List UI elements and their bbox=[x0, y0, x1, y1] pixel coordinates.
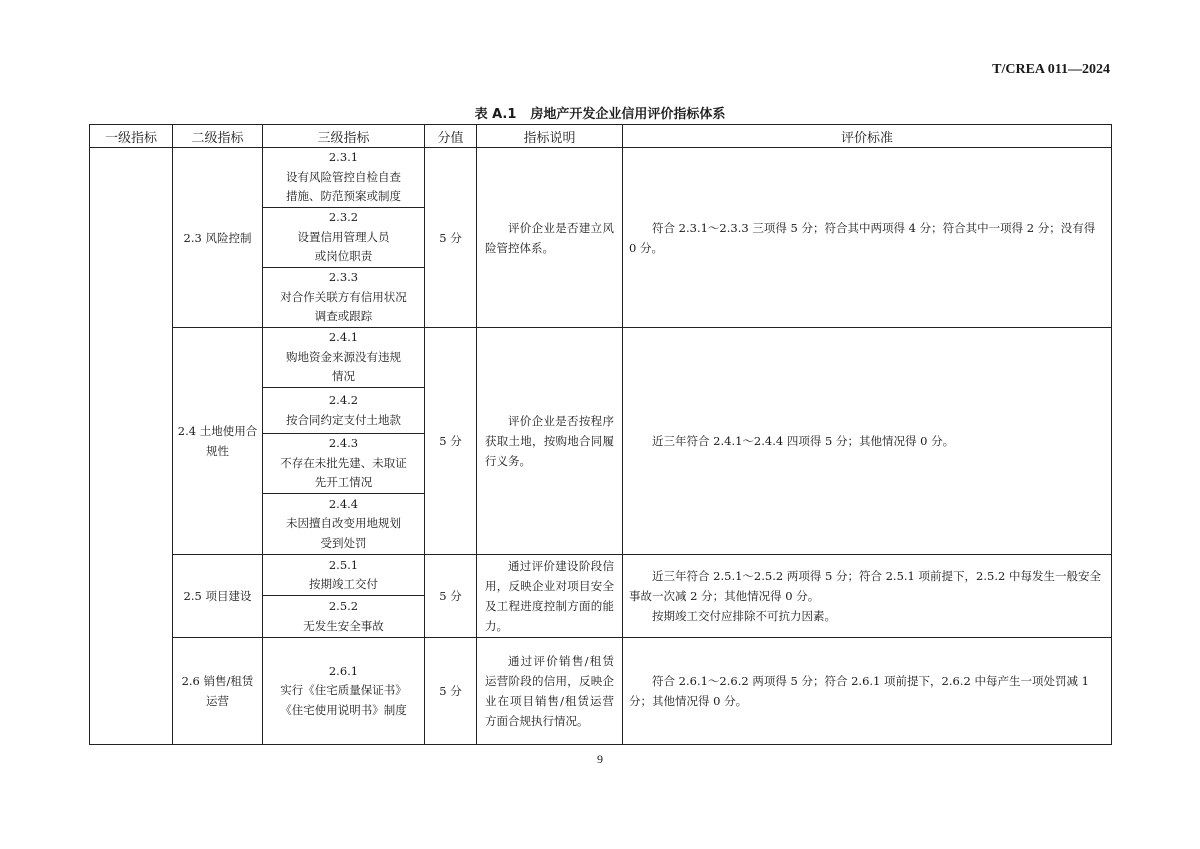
table-row bbox=[90, 555, 1112, 596]
level3-item: 2.4.2 按合同约定支付土地款 bbox=[263, 388, 425, 434]
table-title: 房地产开发企业信用评价指标体系 bbox=[530, 107, 726, 122]
explanation-cell: 通过评价建设阶段信用，反映企业对项目安全及工程进度控制方面的能力。 bbox=[477, 555, 623, 638]
level3-item: 2.5.2 无发生安全事故 bbox=[263, 596, 425, 638]
column-header-level3: 三级指标 bbox=[263, 125, 425, 148]
standard-code: T/CREA 011—2024 bbox=[992, 62, 1110, 77]
column-header-level2: 二级指标 bbox=[173, 125, 263, 148]
level3-item: 2.3.3 对合作关联方有信用状况 调查或跟踪 bbox=[263, 268, 425, 328]
score-cell: 5 分 bbox=[425, 638, 477, 745]
column-header-level1: 一级指标 bbox=[90, 125, 173, 148]
table-caption bbox=[0, 103, 1200, 122]
table-header-row bbox=[90, 125, 1112, 148]
column-header-score: 分值 bbox=[425, 125, 477, 148]
score-cell: 5 分 bbox=[425, 555, 477, 638]
page-number: 9 bbox=[597, 752, 603, 766]
score-cell: 5 分 bbox=[425, 148, 477, 328]
score-cell: 5 分 bbox=[425, 328, 477, 555]
explanation-cell: 评价企业是否建立风险管控体系。 bbox=[477, 148, 623, 328]
level1-cell bbox=[90, 148, 173, 745]
table-row bbox=[90, 148, 1112, 208]
level3-item: 2.4.3 不存在未批先建、未取证 先开工情况 bbox=[263, 434, 425, 494]
criteria-cell: 符合 2.6.1～2.6.2 两项得 5 分；符合 2.6.1 项前提下，2.6.2 中每产生一项处罚减 1 分；其他情况得 0 分。 bbox=[623, 638, 1112, 745]
column-header-explanation: 指标说明 bbox=[477, 125, 623, 148]
level2-cell: 2.3 风险控制 bbox=[173, 148, 263, 328]
criteria-note: 按期竣工交付应排除不可抗力因素。 bbox=[652, 609, 836, 623]
level3-item: 2.6.1 实行《住宅质量保证书》 《住宅使用说明书》制度 bbox=[263, 638, 425, 745]
criteria-cell: 近三年符合 2.4.1～2.4.4 四项得 5 分；其他情况得 0 分。 bbox=[623, 328, 1112, 555]
level3-item: 2.3.1 设有风险管控自检自查 措施、防范预案或制度 bbox=[263, 148, 425, 208]
explanation-cell: 评价企业是否按程序获取土地，按购地合同履行义务。 bbox=[477, 328, 623, 555]
credit-index-table bbox=[89, 124, 1112, 745]
column-header-criteria: 评价标准 bbox=[623, 125, 1112, 148]
level3-item: 2.3.2 设置信用管理人员 或岗位职责 bbox=[263, 208, 425, 268]
table-row bbox=[90, 328, 1112, 388]
table-number: 表 A.1 bbox=[474, 107, 517, 122]
table-row bbox=[90, 638, 1112, 745]
level3-item: 2.4.1 购地资金来源没有违规 情况 bbox=[263, 328, 425, 388]
criteria-cell: 符合 2.3.1～2.3.3 三项得 5 分；符合其中两项得 4 分；符合其中一项得 2 分；没有得 0 分。 bbox=[623, 148, 1112, 328]
level2-cell: 2.6 销售/租赁运营 bbox=[173, 638, 263, 745]
criteria-cell: 近三年符合 2.5.1～2.5.2 两项得 5 分；符合 2.5.1 项前提下，2.5.2 中每发生一般安全事故一次减 2 分；其他情况得 0 分。 按期竣工交付应排除不可抗力因素。 bbox=[623, 555, 1112, 638]
level2-cell: 2.4 土地使用合规性 bbox=[173, 328, 263, 555]
explanation-cell: 通过评价销售/租赁运营阶段的信用，反映企业在项目销售/租赁运营方面合规执行情况。 bbox=[477, 638, 623, 745]
level3-item: 2.5.1 按期竣工交付 bbox=[263, 555, 425, 596]
level2-cell: 2.5 项目建设 bbox=[173, 555, 263, 638]
level3-item: 2.4.4 未因擅自改变用地规划 受到处罚 bbox=[263, 494, 425, 555]
